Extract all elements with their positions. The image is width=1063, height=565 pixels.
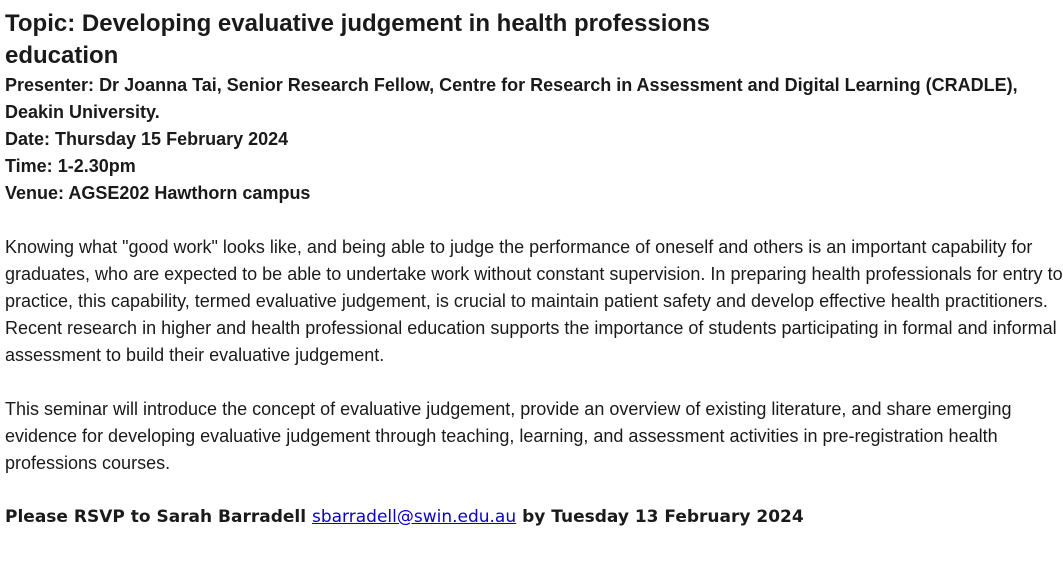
time-value: 1-2.30pm xyxy=(57,156,136,176)
date-line xyxy=(5,126,1063,153)
rsvp-email-link[interactable]: sbarradell@swin.edu.au xyxy=(311,507,517,527)
venue-value: AGSE202 Hawthorn campus xyxy=(68,183,311,203)
date-label: Date: xyxy=(5,129,51,149)
presenter-label: Presenter: xyxy=(5,75,95,95)
date-value: Thursday 15 February 2024 xyxy=(55,129,289,149)
venue-line xyxy=(5,180,1063,207)
presenter-value: Dr Joanna Tai, Senior Research Fellow, Centre for Research in Assessment and Digital Learning (CRADLE), Deakin University. xyxy=(5,75,1018,122)
rsvp-line xyxy=(5,504,1063,531)
time-line xyxy=(5,153,1063,180)
description-paragraph-1: Knowing what "good work" looks like, and being able to judge the performance of oneself and others is an important capability for graduates, who are expected to be able to undertake work without constant supervision. In preparing health professionals for entry to practice, this capability, termed evaluative judgement, is crucial to maintain patient safety and develop effective health practitioners. Recent research in higher and health professional education supports the importance of students participating in formal and informal assessment to build their evaluative judgement. xyxy=(5,237,1063,365)
presenter-line xyxy=(5,72,1060,126)
topic-title: Developing evaluative judgement in health professions education xyxy=(5,10,711,69)
rsvp-prefix: Please RSVP to Sarah Barradell xyxy=(5,507,307,527)
topic-label: Topic: xyxy=(5,10,76,37)
description-paragraph-2: This seminar will introduce the concept of evaluative judgement, provide an overview of existing literature, and share emerging evidence for developing evaluative judgement through teaching, learning, and assessment activities in pre-registration health professions courses. xyxy=(5,399,1012,473)
topic-heading xyxy=(5,8,805,72)
rsvp-suffix: by Tuesday 13 February 2024 xyxy=(522,507,804,527)
venue-label: Venue: xyxy=(5,183,65,203)
time-label: Time: xyxy=(5,156,53,176)
